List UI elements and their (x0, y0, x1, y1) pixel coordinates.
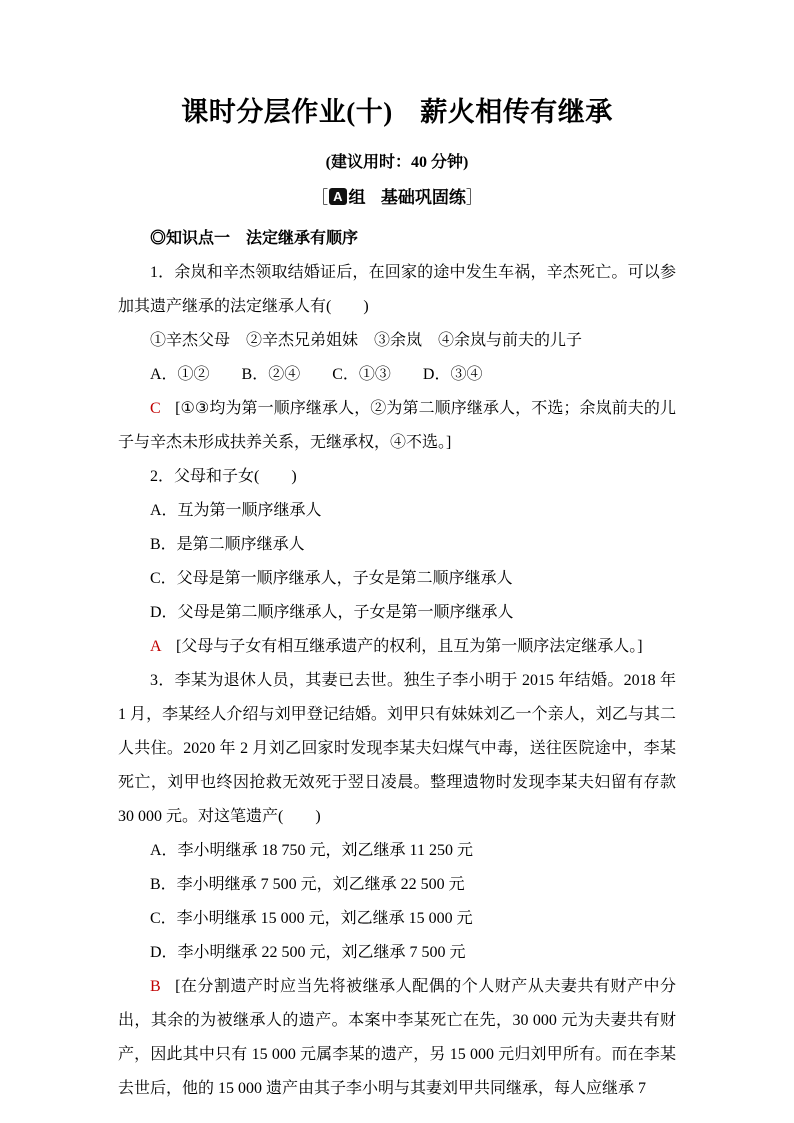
q3-answer (118, 970, 676, 1106)
group-a-badge: A (329, 188, 346, 205)
group-header (118, 187, 676, 209)
q2-stem: 2．父母和子女( ) (150, 468, 297, 485)
group-name: 基础巩固练 (380, 188, 466, 207)
time-note: (建议用时：40 分钟) (325, 154, 469, 171)
group-suffix: 组 (348, 188, 366, 207)
q1-items: ①辛杰父母 ②辛杰兄弟姐妹 ③余岚 ④余岚与前夫的儿子 (150, 332, 583, 349)
q2-option-d: D．父母是第二顺序继承人，子女是第一顺序继承人 (150, 604, 514, 621)
page-title: 课时分层作业(十) 薪火相传有继承 (181, 97, 613, 127)
q3-option-c: C．李小明继承 15 000 元，刘乙继承 15 000 元 (150, 910, 473, 927)
q3-answer-letter: B (150, 978, 161, 995)
q2-option-c: C．父母是第一顺序继承人，子女是第二顺序继承人 (150, 570, 513, 587)
knowledge-point-heading: ◎知识点一 法定继承有顺序 (150, 230, 359, 247)
q2-answer-explanation: [父母与子女有相互继承遗产的权利，且互为第一顺序法定继承人。] (175, 638, 643, 655)
q3-option-a: A．李小明继承 18 750 元，刘乙继承 11 250 元 (150, 842, 473, 859)
q1-answer-letter: C (150, 400, 161, 417)
q2-answer-letter: A (150, 638, 162, 655)
q1-answer (118, 392, 676, 460)
q1-stem: 1．余岚和辛杰领取结婚证后，在回家的途中发生车祸，辛杰死亡。可以参加其遗产继承的法定继承人有( ) (118, 264, 676, 315)
group-close-bracket: ］ (465, 188, 483, 207)
q3-option-d: D．李小明继承 22 500 元，刘乙继承 7 500 元 (150, 944, 466, 961)
q2-option-b: B．是第二顺序继承人 (150, 536, 305, 553)
q2-option-a: A．互为第一顺序继承人 (150, 502, 322, 519)
q3-answer-explanation: [在分割遗产时应当先将被继承人配偶的个人财产从夫妻共有财产中分出，其余的为被继承人的遗产。本案中李某死亡在先，30 000 元为夫妻共有财产，因此其中只有 15 000 元属李某的遗产，另 15 000 元归刘甲所有。而在李某去世后，他的 15 000 遗产由其子李小明与其妻刘甲共同继承，每人应继承 7 (118, 978, 676, 1097)
q2-answer (118, 630, 676, 664)
q1-answer-explanation: [①③均为第一顺序继承人，②为第二顺序继承人，不选；余岚前夫的儿子与辛杰未形成扶养关系，无继承权，④不选。] (118, 400, 676, 451)
q3-option-b: B．李小明继承 7 500 元，刘乙继承 22 500 元 (150, 876, 465, 893)
q3-stem: 3．李某为退休人员，其妻已去世。独生子李小明于 2015 年结婚。2018 年 1 月，李某经人介绍与刘甲登记结婚。刘甲只有妹妹刘乙一个亲人，刘乙与其二人共住。2020 年 2 月刘乙回家时发现李某夫妇煤气中毒，送往医院途中，李某死亡，刘甲也终因抢救无效死于翌日凌晨。整理遗物时发现李某夫妇留有存款 30 000 元。对这笔遗产( ) (118, 672, 676, 825)
group-open-bracket: ［ (311, 188, 329, 207)
q1-choices: A．①② B．②④ C．①③ D．③④ (150, 366, 483, 383)
